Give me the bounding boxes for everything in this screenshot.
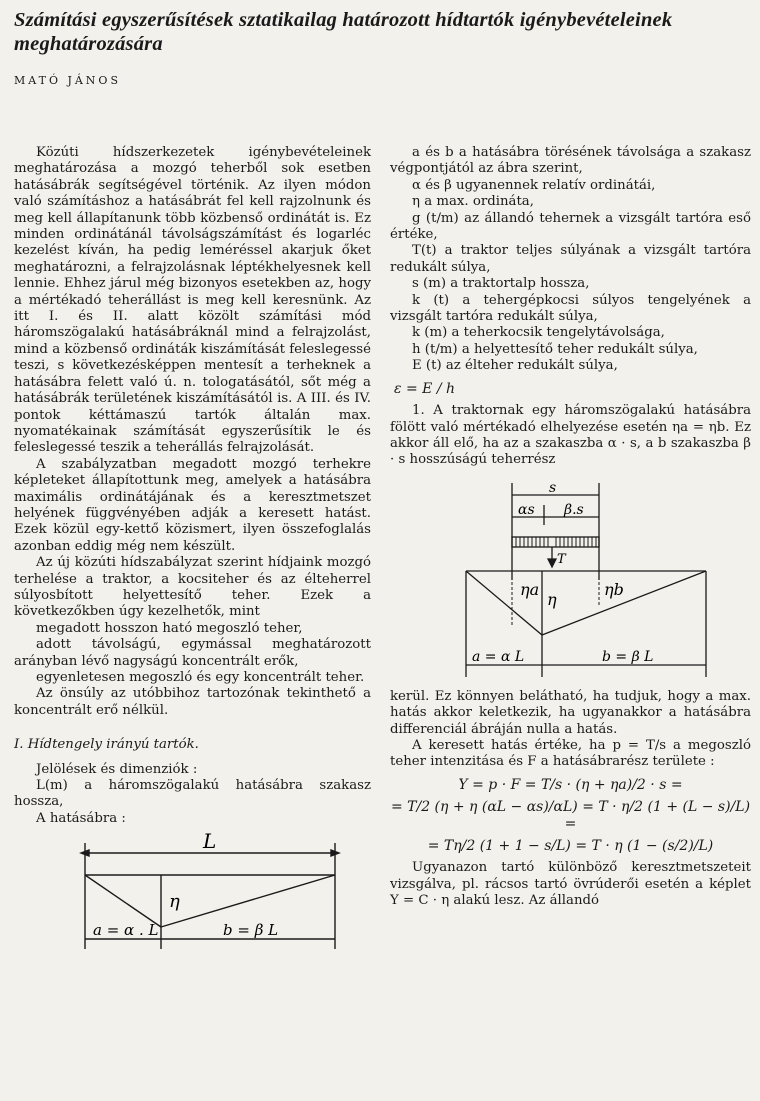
- label-T: T: [556, 551, 566, 567]
- definition-s: s (m) a traktortalp hossza,: [412, 276, 590, 292]
- influence-line-figure: [33, 831, 353, 956]
- list-item: megadott hosszon ható megoszló teher,: [36, 620, 303, 636]
- label-a: a = α L: [471, 648, 524, 665]
- definition-ab: a és b a hatásábra törésének távolsága a szakasz végpontjától az ábra szerint,: [390, 145, 751, 177]
- definition-k-weight: k (t) a tehergépkocsi súlyos tengelyének a vizsgált tartóra redukált súlya,: [390, 292, 751, 325]
- label-eta-a: ηa: [519, 579, 539, 599]
- equation-3: = Tη/2 (1 + 1 − s/L) = T · η (1 − (s/2)/L): [427, 837, 714, 854]
- label-eta: η: [168, 891, 180, 913]
- figure-caption: A hatásábra :: [36, 810, 126, 826]
- definition-h: h (t/m) a helyettesítő teher redukált súlya,: [412, 341, 698, 357]
- label-beta-s: β.s: [563, 501, 584, 518]
- left-column: [14, 145, 371, 956]
- definition-g: g (t/m) az állandó tehernek a vizsgált tartóra eső értéke,: [390, 210, 751, 243]
- notation-heading: Jelölések és dimenziók :: [36, 761, 198, 777]
- paragraph-tractor: 1. A traktornak egy háromszögalakú hatásábra fölött való mértékadó elhelyezése esetén ηa = ηb. Ez akkor áll elő, ha az a szakaszba α · s, a b szakaszba β · s hosszúságú teherrész: [390, 403, 751, 468]
- paragraph-constant: Ugyanazon tartó különböző keresztmetszeteit vizsgálva, pl. rácsos tartó övrúderői esetén a képlet Y = C · η alakú lesz. Az állandó: [390, 860, 751, 909]
- definition-E: E (t) az élteher redukált súlya,: [412, 358, 618, 374]
- label-a: a = α . L: [92, 921, 158, 940]
- label-s: s: [548, 479, 556, 496]
- equation-1: Y = p · F = T/s · (η + ηa)/2 · s =: [458, 776, 683, 793]
- label-eta: η: [546, 589, 557, 609]
- label-b: b = β L: [222, 921, 278, 940]
- author-name: MATÓ JÁNOS: [14, 74, 121, 87]
- paragraph-explanation: kerül. Ez könnyen belátható, ha tudjuk, hogy a max. hatás akkor keletkezik, ha ugyanakkor a hatásábra differenciál ábráján nulla a hatás.: [390, 688, 751, 737]
- label-eta-b: ηb: [603, 579, 624, 599]
- definition-T: T(t) a traktor teljes súlyának a vizsgált tartóra redukált súlya,: [390, 243, 751, 275]
- paragraph-loads: Az új közúti hídszabályzat szerint hídjaink mozgó terhelése a traktor, a kocsiteher és az élteherrel súlyosbított helyettesítő teher. Ezek a következőkben úgy kezelhetők, mint: [14, 555, 371, 620]
- label-L: L: [202, 831, 216, 854]
- label-b: b = β L: [601, 648, 653, 665]
- epsilon-formula: ε = E / h: [394, 380, 455, 397]
- paragraph-intro: Közúti hídszerkezetek igénybevételeinek meghatározása a mozgó teherből sok esetben hatásábrák segítségével történik. Az ilyen módon való számításhoz a hatásábrát fel kell rajzolnunk és meg kell állapítanunk több közbenső ordinátát is. Ez minden ordinátánál távolságszámítást és logarléc kezelést kíván, ha pedig leméréssel akarjuk őket meghatározni, a felrajzolásnak léptékhelyesnek kell lennie. Ehhez járul még bizonyos esetekben az, hogy a mértékadó teherállást is meg kell keresnünk. Az itt I. és II. alatt közölt számítási mód háromszögalakú hatásábráknál mind a felrajzolást, mind a közbenső ordináták kiszámítását feleslegessé teszi, s következésképpen mentesít a terheknek a hatásábra felett való ú. n. tologatásától, sőt még a hatásábrák területének kiszámításától is. A III. és IV. pontok kéttámaszú tartók általán max. nyomatékainak számítását egyszerűsítik le és feleslegessé teszik a teherállás felrajzolását.: [14, 145, 371, 456]
- equation-2: = T/2 (η + η (αL − αs)/αL) = T · η/2 (1 + (L − s)/L) =: [390, 799, 751, 832]
- paragraph-effect: A keresett hatás értéke, ha p = T/s a megoszló teher intenzitása és F a hatásábrarész területe :: [390, 737, 751, 770]
- label-alpha-s: αs: [517, 501, 535, 518]
- definition-k-distance: k (m) a teherkocsik tengelytávolsága,: [412, 325, 665, 341]
- section-heading: I. Hídtengely irányú tartók.: [14, 737, 199, 753]
- list-item: egyenletesen megoszló és egy koncentrált teher.: [36, 670, 365, 685]
- notation-L: L(m) a háromszögalakú hatásábra szakasz hossza,: [14, 778, 371, 810]
- paragraph-regulation: A szabályzatban megadott mozgó terhekre képleteket állapítottunk meg, amelyek a hatásábra maximális ordinátájának és a keresztmetszet helyének függvényében adják a keresett hatást. Ezek közül egy-kettő közismert, ilyen összefoglalás azonban eddig még nem készült.: [14, 456, 371, 554]
- definition-eta: η a max. ordináta,: [412, 194, 534, 210]
- article-title: Számítási egyszerűsítések sztatikailag határozott hídtartók igénybevételeinek meghatározására: [14, 9, 673, 55]
- definition-alpha-beta: α és β ugyanennek relatív ordinátái,: [412, 177, 656, 193]
- paragraph-selfweight: Az önsúly az utóbbihoz tartozónak tekinthető a koncentrált erő nélkül.: [14, 686, 371, 718]
- tractor-influence-figure: [406, 475, 736, 685]
- list-item: adott távolságú, egymással meghatározott arányban lévő nagyságú koncentrált erők,: [14, 637, 371, 669]
- right-column: [390, 145, 751, 910]
